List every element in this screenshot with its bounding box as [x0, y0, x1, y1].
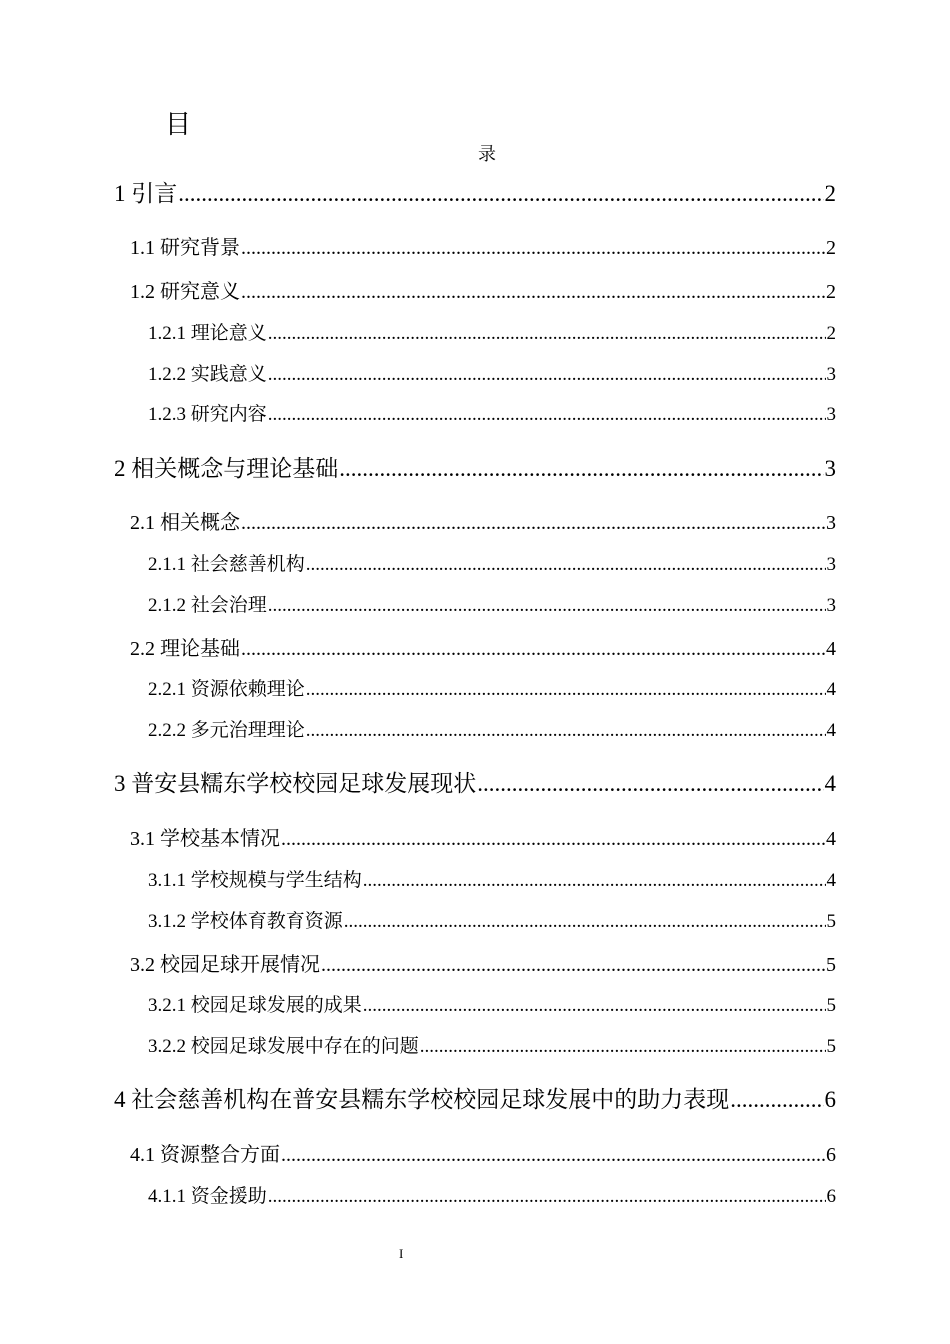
toc-dot-leader	[281, 824, 825, 854]
toc-entry-1-2-2[interactable]	[148, 361, 836, 389]
toc-entry-1-2[interactable]	[130, 277, 836, 307]
toc-entry-3-1[interactable]	[130, 824, 836, 854]
toc-entry-label: 2.2.1 资源依赖理论	[148, 679, 305, 700]
toc-entry-label: 2.1.2 社会治理	[148, 595, 267, 616]
toc-entry-page: 6	[826, 1144, 836, 1166]
toc-entry-page: 5	[826, 1036, 836, 1057]
toc-entry-page: 2	[826, 323, 836, 344]
toc-dot-leader	[241, 277, 825, 307]
toc-entry-page: 4	[824, 771, 836, 796]
toc-entry-2-2-1[interactable]	[148, 676, 836, 704]
toc-entry-label: 3.2 校园足球开展情况	[130, 954, 320, 976]
toc-entry-2-1-1[interactable]	[148, 551, 836, 579]
toc-entry-label: 3.1.1 学校规模与学生结构	[148, 870, 362, 891]
toc-dot-leader	[306, 676, 826, 704]
toc-entry-label: 4.1 资源整合方面	[130, 1144, 280, 1166]
toc-entry-4[interactable]	[114, 1083, 836, 1117]
toc-entry-label: 1.2.1 理论意义	[148, 323, 267, 344]
toc-entry-label: 3.1.2 学校体育教育资源	[148, 911, 343, 932]
toc-dot-leader	[306, 551, 826, 579]
toc-entry-page: 6	[824, 1087, 836, 1112]
toc-dot-leader	[321, 950, 825, 980]
toc-entry-label: 3.2.1 校园足球发展的成果	[148, 995, 362, 1016]
toc-entry-page: 5	[826, 954, 836, 976]
toc-entry-page: 2	[826, 281, 836, 303]
toc-dot-leader	[268, 401, 826, 429]
toc-entry-2-1-2[interactable]	[148, 592, 836, 620]
toc-title-second-char: 录	[478, 144, 496, 165]
toc-entry-label: 4 社会慈善机构在普安县糯东学校校园足球发展中的助力表现	[114, 1087, 730, 1112]
toc-dot-leader	[268, 1183, 826, 1211]
toc-entry-page: 4	[826, 828, 836, 850]
toc-entry-label: 1.1 研究背景	[130, 237, 240, 259]
toc-dot-leader	[178, 177, 823, 211]
toc-entry-3-2-2[interactable]	[148, 1033, 836, 1061]
toc-dot-leader	[241, 508, 825, 538]
page-number: I	[399, 1246, 404, 1261]
toc-dot-leader	[268, 320, 826, 348]
toc-dot-leader	[730, 1083, 823, 1117]
toc-entry-3-2-1[interactable]	[148, 992, 836, 1020]
toc-entry-page: 4	[826, 638, 836, 660]
toc-entry-label: 2 相关概念与理论基础	[114, 456, 339, 481]
toc-entry-2-1[interactable]	[130, 508, 836, 538]
toc-entry-page: 5	[826, 995, 836, 1016]
toc-dot-leader	[268, 361, 826, 389]
toc-entry-2[interactable]	[114, 452, 836, 486]
toc-entry-4-1-1[interactable]	[148, 1183, 836, 1211]
toc-entry-page: 6	[826, 1186, 836, 1207]
toc-entry-3-1-1[interactable]	[148, 867, 836, 895]
toc-entry-page: 2	[826, 237, 836, 259]
toc-entry-label: 2.1.1 社会慈善机构	[148, 554, 305, 575]
toc-entry-label: 1.2 研究意义	[130, 281, 240, 303]
toc-entry-page: 4	[826, 720, 836, 741]
toc-entry-page: 3	[824, 456, 836, 481]
toc-entry-label: 1.2.2 实践意义	[148, 364, 267, 385]
toc-entry-page: 2	[824, 181, 836, 206]
toc-entry-page: 3	[826, 512, 836, 534]
toc-dot-leader	[306, 717, 826, 745]
toc-dot-leader	[241, 233, 825, 263]
toc-entry-3-1-2[interactable]	[148, 908, 836, 936]
toc-dot-leader	[281, 1140, 825, 1170]
toc-entry-label: 3 普安县糯东学校校园足球发展现状	[114, 771, 477, 796]
toc-entry-2-2-2[interactable]	[148, 717, 836, 745]
toc-entry-label: 2.2.2 多元治理理论	[148, 720, 305, 741]
toc-entry-3[interactable]	[114, 767, 836, 801]
toc-entry-label: 4.1.1 资金援助	[148, 1186, 267, 1207]
toc-entry-label: 1.2.3 研究内容	[148, 404, 267, 425]
toc-entry-1-2-1[interactable]	[148, 320, 836, 348]
toc-entry-page: 3	[826, 404, 836, 425]
toc-entry-label: 1 引言	[114, 181, 178, 206]
toc-dot-leader	[363, 867, 826, 895]
toc-entry-2-2[interactable]	[130, 634, 836, 664]
toc-entry-1-2-3[interactable]	[148, 401, 836, 429]
toc-dot-leader	[477, 767, 823, 801]
toc-entry-label: 3.2.2 校园足球发展中存在的问题	[148, 1036, 419, 1057]
toc-entry-page: 4	[826, 679, 836, 700]
toc-entry-page: 5	[826, 911, 836, 932]
toc-entry-page: 4	[826, 870, 836, 891]
toc-entry-label: 2.2 理论基础	[130, 638, 240, 660]
toc-entry-label: 3.1 学校基本情况	[130, 828, 280, 850]
toc-dot-leader	[363, 992, 826, 1020]
toc-dot-leader	[339, 452, 823, 486]
toc-dot-leader	[420, 1033, 826, 1061]
toc-entry-3-2[interactable]	[130, 950, 836, 980]
toc-dot-leader	[268, 592, 826, 620]
toc-dot-leader	[241, 634, 825, 664]
toc-entry-1[interactable]	[114, 177, 836, 211]
toc-entry-1-1[interactable]	[130, 233, 836, 263]
toc-entry-4-1[interactable]	[130, 1140, 836, 1170]
toc-entry-page: 3	[826, 595, 836, 616]
toc-entry-page: 3	[826, 554, 836, 575]
toc-entry-label: 2.1 相关概念	[130, 512, 240, 534]
toc-dot-leader	[344, 908, 826, 936]
toc-entry-page: 3	[826, 364, 836, 385]
toc-title-first-char: 目	[165, 110, 192, 140]
